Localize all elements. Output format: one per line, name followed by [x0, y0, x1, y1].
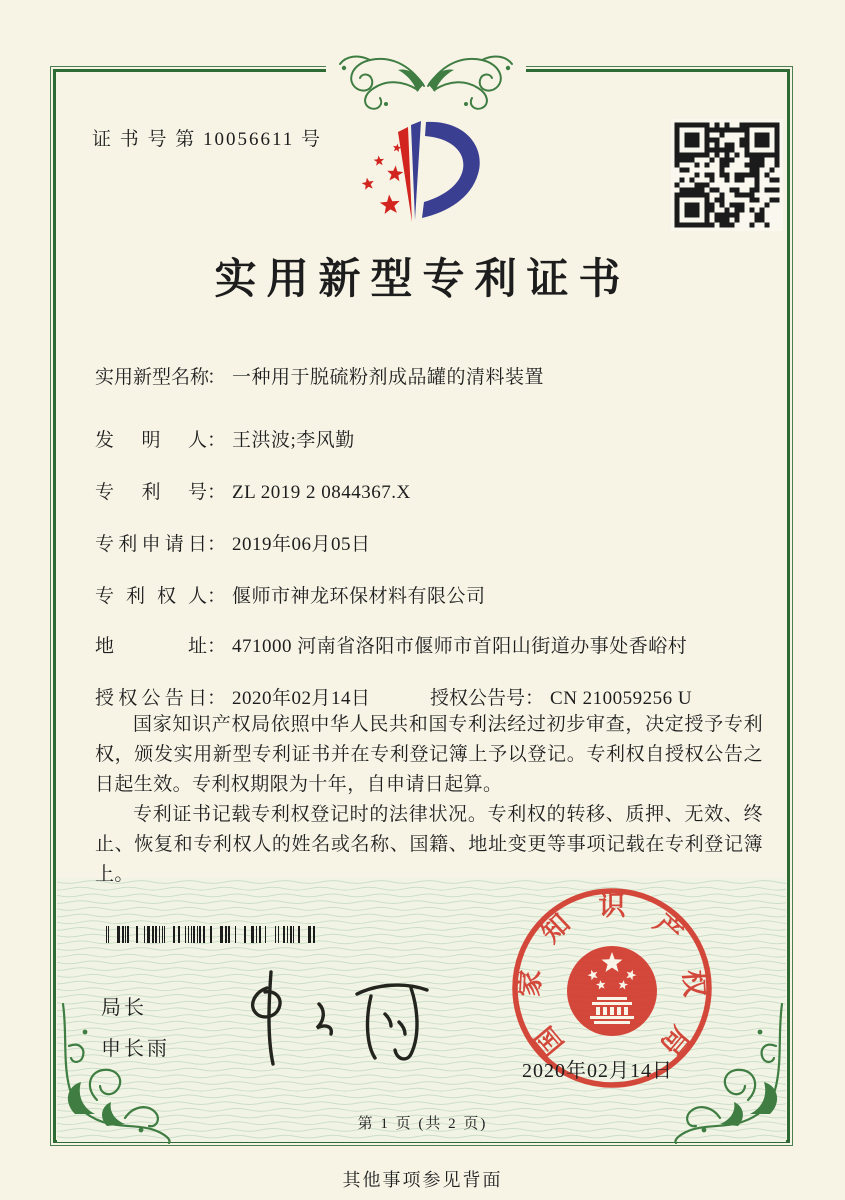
svg-text:产: 产 [648, 908, 689, 949]
field-row [95, 425, 355, 452]
field-label: 实用新型名称 [95, 367, 210, 388]
field-row [95, 683, 693, 710]
field-colon: ： [207, 636, 227, 657]
barcode-icon [104, 925, 322, 945]
seal-date: 2020年02月14日 [522, 1060, 673, 1082]
field-colon: ： [207, 534, 227, 555]
cnipa-logo-icon [334, 118, 506, 236]
page-indicator: 第 1 页 (共 2 页) [357, 1116, 488, 1132]
svg-text:局: 局 [654, 1020, 695, 1061]
field-value: 偃师市神龙环保材料有限公司 [232, 586, 486, 607]
svg-text:识: 识 [598, 891, 626, 921]
field-value: 471000 河南省洛阳市偃师市首阳山街道办事处香峪村 [232, 636, 688, 657]
field-colon: ： [207, 430, 227, 451]
field-value: CN 210059256 U [550, 688, 693, 709]
legal-paragraph: 国家知识产权局依照中华人民共和国专利法经过初步审查，决定授予专利权，颁发实用新型专利证书并在专利登记簿上予以登记。专利权自授权公告之日起生效。专利权期限为十年，自申请日起算。 [95, 714, 763, 795]
handwritten-signature-icon [215, 966, 455, 1070]
field-label: 授权公告日 [95, 688, 207, 709]
certificate-title: 实用新型专利证书 [214, 257, 631, 303]
field-colon: ： [207, 688, 227, 709]
field-label: 专利权人 [95, 586, 207, 607]
legal-text [95, 710, 763, 890]
director-name: 申长雨 [101, 1038, 170, 1060]
qr-code-icon [671, 119, 783, 231]
field-value: 2020年02月14日 [232, 688, 371, 709]
field-value: ZL 2019 2 0844367.X [232, 482, 411, 503]
grant-number-field [430, 683, 692, 710]
field-label: 发明人 [95, 430, 207, 451]
legal-paragraph: 专利证书记载专利权登记时的法律状况。专利权的转移、质押、无效、终止、恢复和专利权人的姓名或名称、国籍、地址变更等事项记载在专利登记簿上。 [95, 804, 763, 885]
certificate-number: 证 书 号 第 10056611 号 [92, 129, 323, 150]
svg-text:权: 权 [678, 968, 710, 998]
field-row [95, 581, 486, 608]
field-row [95, 631, 687, 658]
field-row [95, 362, 544, 389]
field-colon: ： [207, 367, 227, 388]
back-note: 其他事项参见背面 [342, 1170, 503, 1190]
field-row [95, 529, 371, 556]
field-value: 王洪波;李风勤 [232, 430, 355, 451]
field-label: 地址 [95, 636, 207, 657]
field-colon: ： [207, 586, 227, 607]
field-label: 专利申请日 [95, 534, 207, 555]
svg-text:知: 知 [535, 908, 576, 949]
svg-text:国: 国 [529, 1020, 570, 1061]
field-colon: ： [207, 482, 227, 503]
field-value: 一种用于脱硫粉剂成品罐的清料装置 [232, 367, 545, 388]
svg-text:家: 家 [514, 968, 546, 998]
field-label: 授权公告号 [430, 688, 526, 709]
top-border-ornament-icon [298, 44, 554, 118]
field-colon: ： [525, 688, 545, 709]
field-label: 专利号 [95, 482, 207, 503]
field-value: 2019年06月05日 [232, 534, 371, 555]
field-row [95, 477, 411, 504]
director-title: 局长 [101, 997, 147, 1019]
